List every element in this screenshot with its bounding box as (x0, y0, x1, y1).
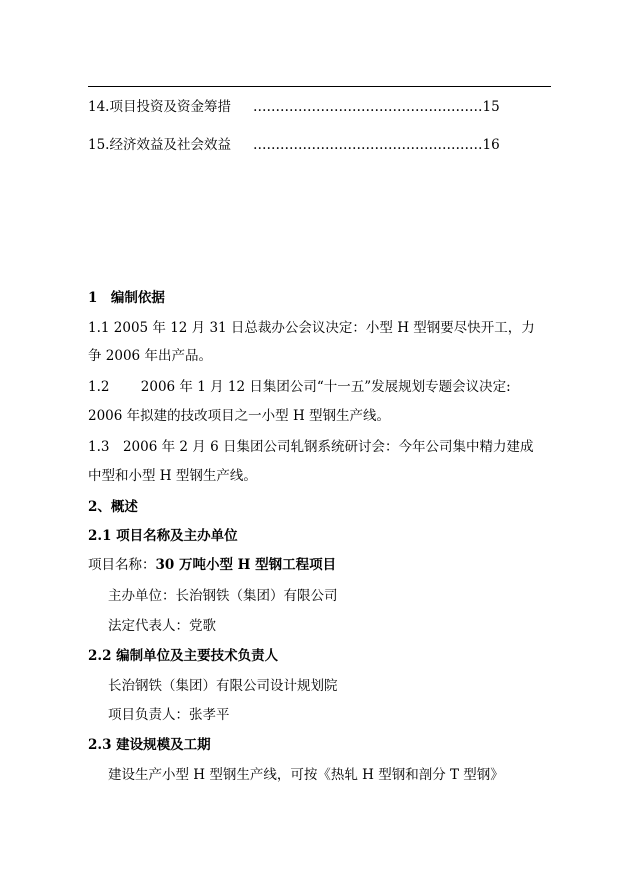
header-rule (88, 86, 551, 87)
section-2-heading: 2、概述 (88, 499, 138, 515)
legal-rep-line: 法定代表人：党歌 (108, 618, 216, 634)
toc-entry-14[interactable] (88, 98, 500, 116)
toc-entry-15[interactable] (88, 136, 500, 154)
project-name-line (88, 556, 336, 574)
section-2-2-heading: 2.2 编制单位及主要技术负责人 (88, 648, 279, 664)
compiling-unit-line: 长治钢铁（集团）有限公司设计规划院 (108, 678, 338, 694)
section-1-heading: 1 编制依据 (88, 290, 165, 306)
toc-leader-dots: …………………………………………… (252, 137, 483, 153)
section-1-item-2-line-1: 1.2 2006 年 1 月 12 日集团公司“十一五”发展规划专题会议决定: (88, 379, 511, 395)
section-1-item-1-line-2: 争 2006 年出产品。 (88, 348, 212, 364)
section-1-item-3-line-2: 中型和小型 H 型钢生产线。 (88, 468, 257, 484)
section-1-item-1-line-1: 1.1 2005 年 12 月 31 日总裁办公会议决定：小型 H 型钢要尽快开工，力 (88, 320, 535, 336)
toc-page-number: 16 (482, 137, 500, 153)
toc-entry-label: 15.经济效益及社会效益 (88, 137, 231, 153)
toc-entry-label: 14.项目投资及资金筹措 (88, 99, 231, 115)
project-name-value: 30 万吨小型 H 型钢工程项目 (155, 557, 337, 573)
section-1-item-3-line-1: 1.3 2006 年 2 月 6 日集团公司轧钢系统研讨会：今年公司集中精力建成 (88, 439, 534, 455)
project-name-label: 项目名称： (88, 557, 156, 573)
section-1-item-2-line-2: 2006 年拟建的技改项目之一小型 H 型钢生产线。 (88, 408, 391, 424)
toc-leader-dots: …………………………………………… (252, 99, 483, 115)
section-2-3-heading: 2.3 建设规模及工期 (88, 737, 211, 753)
host-unit-line: 主办单位：长治钢铁（集团）有限公司 (108, 588, 338, 604)
toc-page-number: 15 (482, 99, 500, 115)
scale-line-1: 建设生产小型 H 型钢生产线，可按《热轧 H 型钢和剖分 T 型钢》 (108, 767, 504, 783)
section-2-1-heading: 2.1 项目名称及主办单位 (88, 528, 238, 544)
project-lead-line: 项目负责人：张孝平 (108, 707, 230, 723)
